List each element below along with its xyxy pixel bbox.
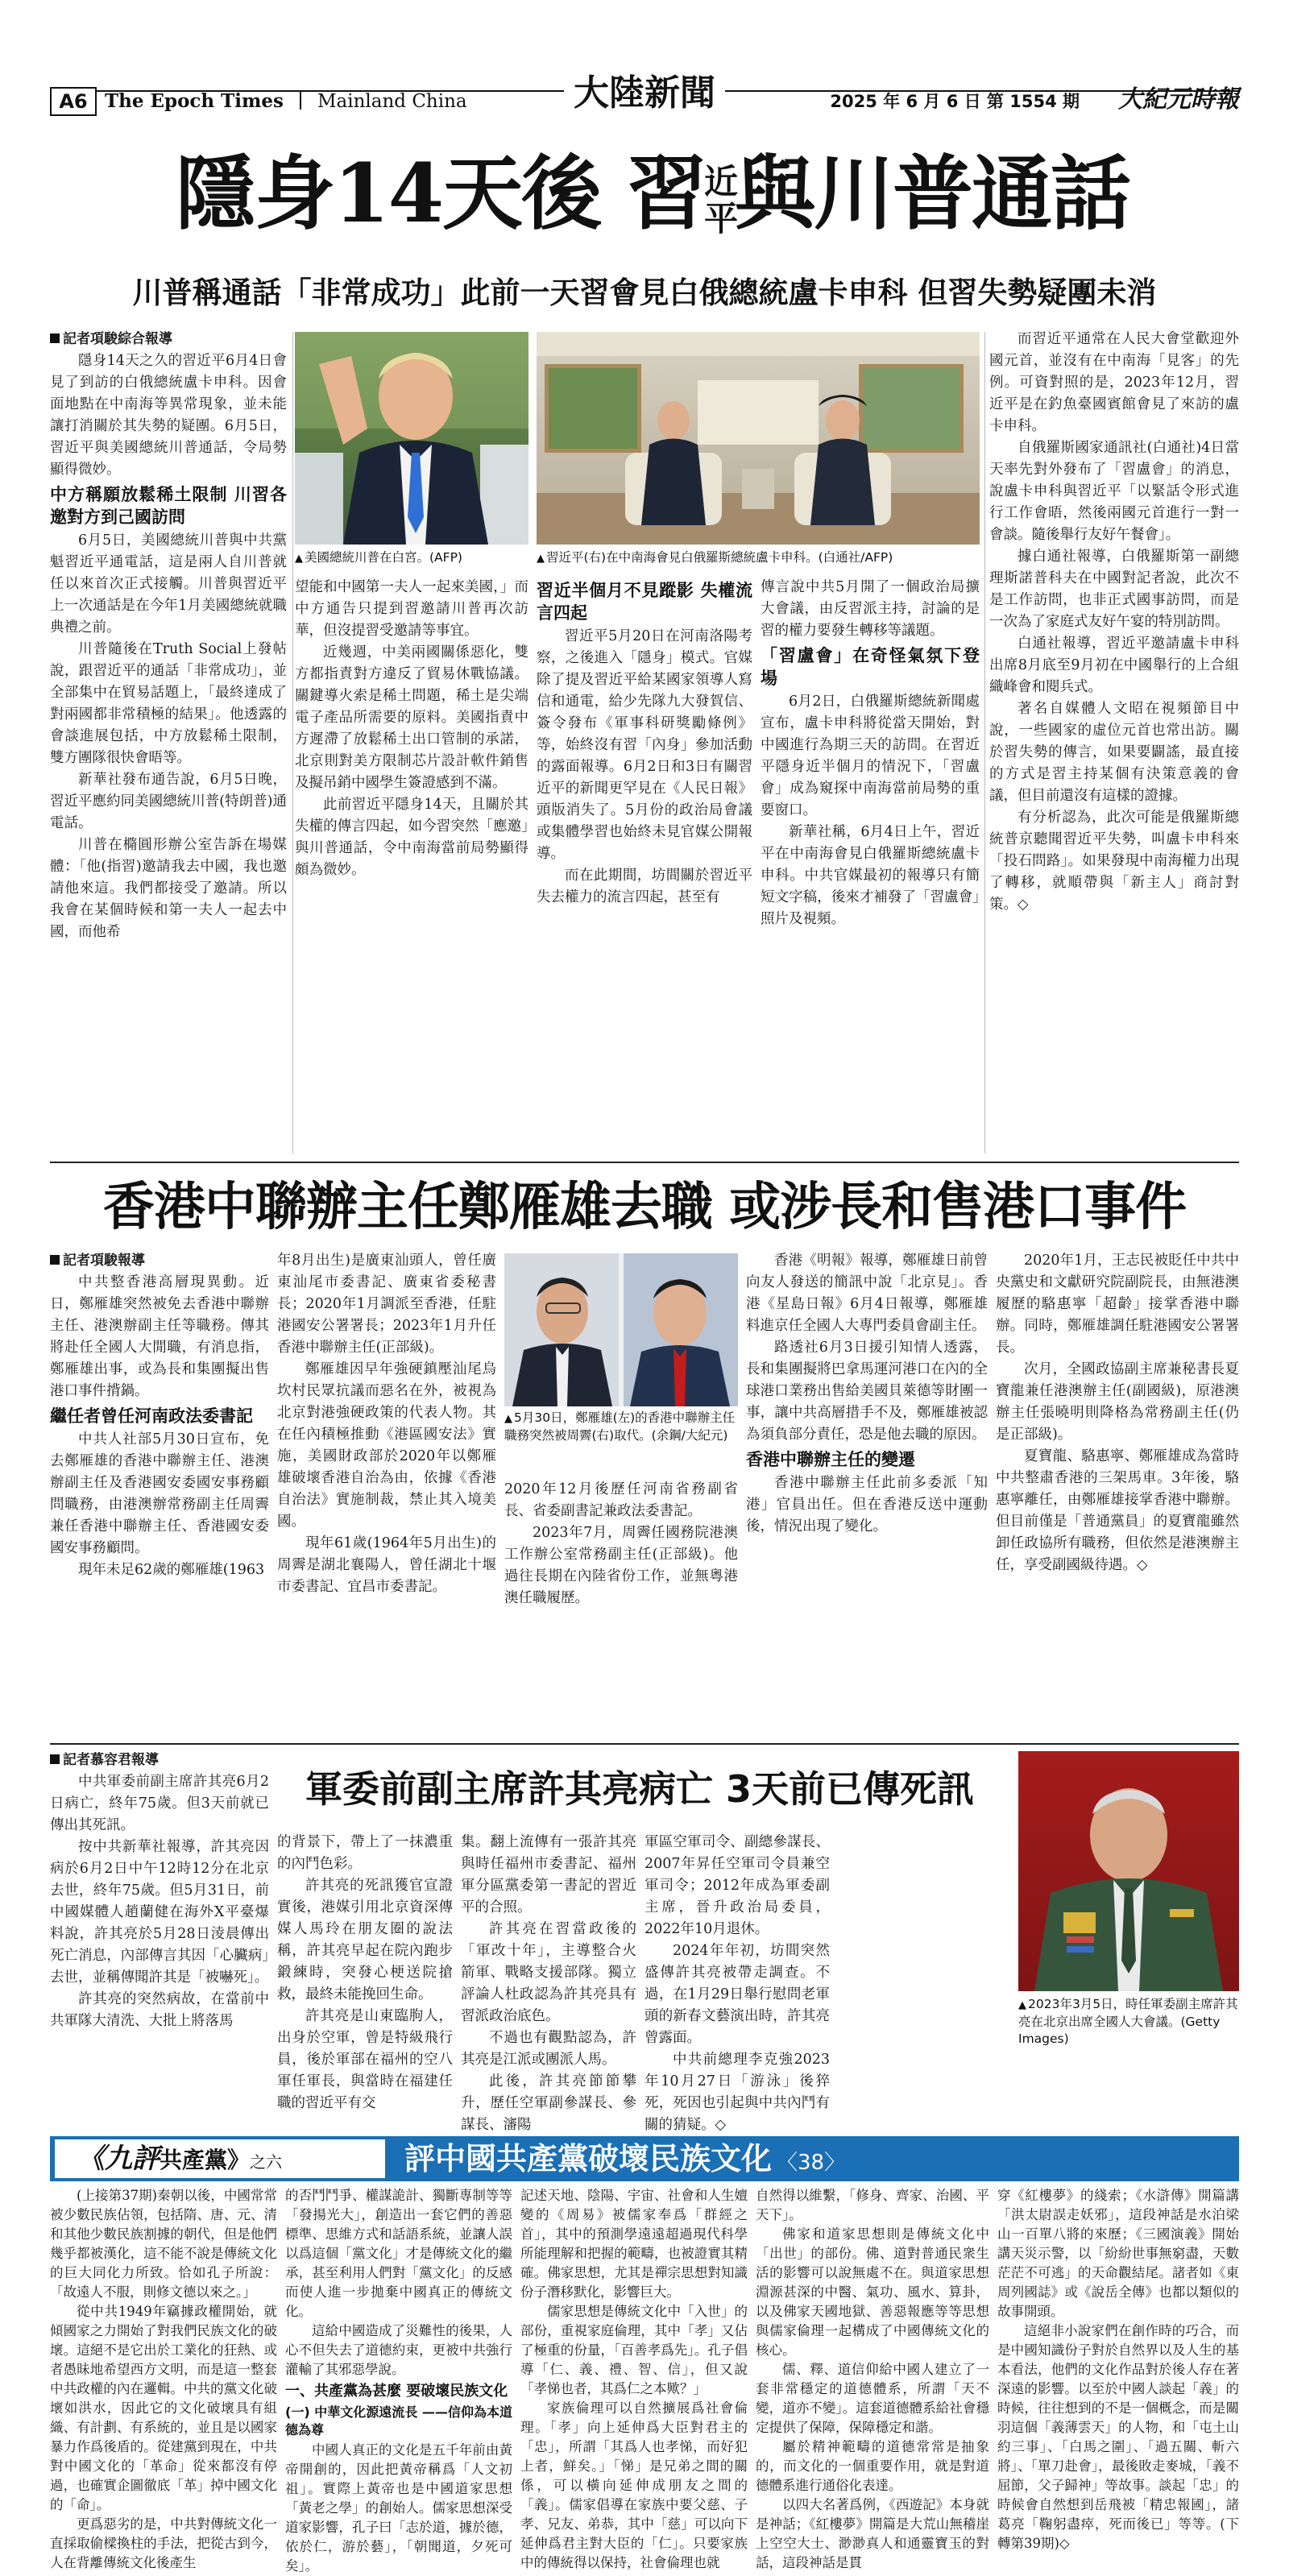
story1-subhead-3: 「習盧會」在奇怪氣氛下登場 xyxy=(761,646,980,688)
story1-byline: 記者項駿綜合報導 xyxy=(63,331,172,347)
section-english: Mainland China xyxy=(317,91,467,112)
photo-zheng-zhou-caption: ▲ 5月30日，鄭雁雄(左)的香港中聯辦主任職務突然被周霽(右)取代。(余鋼/大紀元) xyxy=(504,1410,736,1443)
story1-column-1: 記者項駿綜合報導 隱身14天之久的習近平6月4日會見了到訪的白俄總統盧卡申科。因會面地點在中南海等異常現象，並未能讓打消關於其失勢的疑團。6月5日，習近平與美國總統川普通話，令局勢顯得微妙。 中方稱願放鬆稀土限制 川習各邀對方到己國訪問 6月5日，美國總統川普與中共黨魁習近平通電話，這是兩人自川普就任以來首次正式接觸。川普與習近平上一次通話是在今年1月美國總統就職典禮之前。 川普隨後在Truth Social上發帖說，跟習近平的通話「非常成功」，並全部集中在貿易話題上，「最終達成了對兩國都非常積極的結果」。他透露的會談進展包括，中方放鬆稀土限制，雙方團隊很快會晤等。 新華社發布通告說，6月5日晚，習近平應約同美國總統川普(特朗普)通電話。 川普在橢圓形辦公室告訴在場媒體：「他(指習)邀請我去中國，我也邀請他來這。我們都接受了邀請。所以我會在某個時候和第一夫人一起去中國，而他希 xyxy=(50,331,287,940)
story3-column-3: 集。翻上流傳有一張許其亮與時任福州市委書記、福州軍分區黨委第一書記的習近平的合照。 許其亮在習當政後的「軍改十年」，主導整合火箭軍、戰略支援部隊。獨立評論人杜政認為許其亮具有習派政治底色。 不過也有觀點認為，許其亮是江派或團派人馬。 此後，許其亮節節攀升，歷任空軍副參謀長、參謀長、瀋陽 xyxy=(461,1834,636,2133)
story2-subhead-1: 繼任者曾任河南政法委書記 xyxy=(50,1406,253,1426)
story1-column-3: 習近半個月不見蹤影 失權流言四起 習近平5月20日在河南洛陽考察，之後進入「隱身」模式。官媒除了提及習近平給某國家領導人寫信和通電，給少先隊九大發賀信、簽令發布《軍事科研獎勵條例》等，始終沒有習「內身」參加活動的露面報導。6月2日和3日有關習近平的新聞更罕見在《人民日報》頭版消失了。5月份的政治局會議或集體學習也始終未見官媒公開報導。 而在此期間，坊間關於習近平失去權力的流言四起，甚至有 xyxy=(537,581,752,905)
story3-column-2: 的背景下，帶上了一抹濃重的內鬥色彩。 許其亮的死訊獲官宣證實後，港媒引用北京資深傳媒人馬玲在朋友圈的說法稱，許其亮早起在院內跑步鍛練時，突發心梗送院搶救，最終未能挽回生命。 許其亮是山東臨朐人，出身於空軍，曾是特級飛行員，後於軍部在福州的空八軍任軍長，與當時在福建任職的習近平有交 xyxy=(277,1834,453,2111)
divider-1 xyxy=(50,1162,1239,1163)
photo-zheng-zhou xyxy=(504,1253,738,1406)
photo-xi-lukashenko xyxy=(537,332,980,545)
story1-subhead-1: 中方稱願放鬆稀土限制 川習各邀對方到己國訪問 xyxy=(50,485,287,527)
photo-xu-qiliang-caption: ▲ 2023年3月5日，時任軍委副主席許其亮在北京出席全國人大會議。(Getty Images) xyxy=(1018,1997,1238,2046)
section-title: 大陸新聞 xyxy=(564,69,725,118)
issue-date: 2025 年 6 月 6 日 第 1554 期 xyxy=(830,92,1080,111)
story2-byline: 記者項駿報導 xyxy=(63,1253,145,1269)
story2-column-2: 年8月出生)是廣東汕頭人，曾任廣東汕尾市委書記、廣東省委秘書長；2020年1月調派至香港，任駐港國安公署署長；2023年1月升任香港中聯辦主任(正部級)。 鄭雁雄因早年強硬鎮壓汕尾烏坎村民眾抗議而惡名在外，被視為北京對港強硬政策的代表人物。其在任內積極推動《港區國安法》實施，美國財政部於2020年以鄭雁雄破壞香港自治為由，依據《香港自治法》實施制裁，禁止其入境美國。 現年61歲(1964年5月出生)的周霽是湖北襄陽人，曾任湖北十堰市委書記、宜昌市委書記。 xyxy=(277,1253,496,1595)
story2-column-5: 2020年1月，王志民被貶任中共中央黨史和文獻研究院副院長，由無港澳履歷的駱惠寧「超齡」接掌香港中聯辦。同時，鄭雁雄調任駐港國安公署署長。 次月，全國政協副主席兼秘書長夏寶龍兼任港澳辦主任(副國級)，原港澳辦主任張曉明則降格為常務副主任(仍是正部級)。 夏寶龍、駱惠寧、鄭雁雄成為當時中共整肅香港的三架馬車。3年後，駱惠寧離任，由鄭雁雄接掌香港中聯辦。但目前僅是「普通黨員」的夏寶龍雖然卸任政協所有職務，但依然是港澳辦主任，享受副國級待遇。◇ xyxy=(996,1253,1239,1573)
story2-column-3: 2020年12月後歷任河南省務副省長、省委副書記兼政法委書記。 2023年7月，周霽任國務院港澳工作辦公室常務副主任(正部級)。他過往長期在內陸省份工作，並無粵港澳任職履歷。 xyxy=(504,1481,738,1606)
story4-column-1: (上接第37期)秦朝以後，中國常常被少數民族佔領，包括隋、唐、元、清和其他少數民族割據的朝代，但是他們幾乎都被漢化，這不能不說是傳統文化的巨大同化力所致。恰如孔子所說：「故遠人不服，則修文德以來之。」 從中共1949年竊據政權開始，就傾國家之力開始了對我們民族文化的破壞。這絕不是它出於工業化的狂熱、或者愚昧地希望西方文明，而是這一整套中共政權的內在邏輯。中共的黨文化破壞如洪水，因此它的文化破壞具有組織、有計劃、有系統的，並且是以國家暴力作爲後盾的。從建黨到現在，中共對中國文化的「革命」從來都沒有停過，也確實企圖徹底「革」掉中國文化的「命」。 更爲惡劣的是，中共對傳統文化一直採取偷樑換柱的手法，把從古到今，人在背離傳統文化後產生 xyxy=(50,2188,277,2570)
story1-deck: 川普稱通話「非常成功」此前一天習會見白俄總統盧卡申科 但習失勢疑團未消 xyxy=(132,275,1157,310)
photo-xu-qiliang xyxy=(1018,1751,1239,1991)
story4-column-3: 記述天地、陰陽、宇宙、社會和人生嬗變的《周易》被儒家奉爲「群經之首」，其中的預測學遠遠超過現代科學所能理解和把握的範疇，也被證實其精確。佛家思想，尤其是禪宗思想對知識份子潛移默化，影響巨大。 儒家思想是傳統文化中「入世」的部份，重視家庭倫理，其中「孝」又佔了極重的份量，「百善孝爲先」。孔子倡導「仁、義、禮、智、信」，但又說「孝悌也者，其爲仁之本歟？」 家族倫理可以自然擴展爲社會倫理。「孝」向上延伸爲大臣對君主的「忠」，所謂「其爲人也孝悌，而好犯上者，鮮矣。」「悌」是兄弟之間的關係，可以橫向延伸成朋友之間的「義」。儒家倡導在家族中要父慈、子孝、兄友、弟恭，其中「慈」可以向下延伸爲君主對大臣的「仁」。只要家族中的傳統得以保持，社會倫理也就 xyxy=(520,2188,748,2570)
photo-trump-caption: ▲ 美國總統川普在白宮。(AFP) xyxy=(295,550,462,565)
story4-subhead-2: (一) 中華文化源遠流長 ——信仰為本道德為尊 xyxy=(285,2404,512,2437)
story2-column-1: 記者項駿報導 中共整香港高層現異動。近日，鄭雁雄突然被免去香港中聯辦主任、港澳辦副主任等職務。傳其將赴任全國人大閒職，有消息指，鄭雁雄出事，或為長和集團擬出售港口事件揹鍋。 繼任者曾任河南政法委書記 中共人社部5月30日宣布，免去鄭雁雄的香港中聯辦主任、港澳辦副主任及香港國安委國安事務顧問職務，由港澳辦常務副主任周霽兼任香港中聯辦主任、香港國安委國安事務顧問。 現年未足62歲的鄭雁雄(1963 xyxy=(50,1253,269,1578)
story2-subhead-2: 香港中聯辦主任的變遷 xyxy=(746,1450,915,1469)
story1-column-2: 望能和中國第一夫人一起來美國，」而中方通告只提到習邀請川普再次訪華，但沒提習受邀請等事宜。 近幾週，中美兩國關係惡化，雙方都指責對方違反了貿易休戰協議。關鍵導火索是稀土問題，稀土是尖端電子產品所需要的原料。美國指責中方遲滯了放鬆稀土出口管制的承諾，北京則對美方限制芯片設計軟件銷售及擬吊銷中國學生簽證感到不滿。 此前習近平隱身14天，且關於其失權的傳言四起，如今習突然「應邀」與川普通話，令中南海當前局勢顯得頗為微妙。 xyxy=(295,579,528,878)
divider-2 xyxy=(50,1743,1239,1745)
story1-column-5: 而習近平通常在人民大會堂歡迎外國元首，並沒有在中南海「見客」的先例。可資對照的是，2023年12月，習近平是在釣魚臺國賓館會見了來訪的盧卡申科。 自俄羅斯國家通訊社(白通社)4日當天率先對外發布了「習盧會」的消息，說盧卡申科與習近平「以緊話令形式進行工作會晤，然後兩國元首進行一對一會談。隨後舉行友好午餐會」。 據白通社報導，白俄羅斯第一副總理斯諾普科夫在中國對記者說，此次不是工作訪問，也非正式國事訪問，而是一次為了家庭式友好午宴的特別訪問。 白通社報導，習近平邀請盧卡申科出席8月底至9月初在中國舉行的上合組織峰會和閱兵式。 著名自媒體人文昭在視頻節目中說，一些國家的虛位元首也常出訪。關於習失勢的傳言，如果要闢謠，最直接的方式是習主持某個有決策意義的會議，但目前還沒有這樣的證據。 有分析認為，此次可能是俄羅斯總統普京聽聞習近平失勢，叫盧卡申科來「投石問路」。如果發現中南海權力出現了轉移，就順帶與「新主人」商討對策。◇ xyxy=(989,331,1239,913)
epoch-logo: 大紀元時報 xyxy=(1118,85,1239,114)
story2-headline: 香港中聯辦主任鄭雁雄去職 或涉長和售港口事件 xyxy=(102,1178,1187,1237)
story4-column-4: 自然得以維繫，「修身、齊家、治國、平天下」。 佛家和道家思想則是傳統文化中「出世」的部份。佛、道對普通民衆生活的影響可以說無處不在。與道家思想淵源甚深的中醫、氣功、風水、算卦，以及佛家天國地獄、善惡報應等等思想與儒家倫理一起構成了中國傳統文化的核心。 儒、釋、道信仰給中國人建立了一套非常穩定的道德體系，所謂「天不變，道亦不變」。這套道德體系給社會穩定提供了保障，保障穩定和諧。 屬於精神範疇的道德常常是抽象的，而文化的一個重要作用，就是對道德體系進行通俗化表達。 以四大名著爲例，《西遊記》本身就是神話；《紅樓夢》開篇是大荒山無稽崖上空空大士、渺渺真人和通靈寶玉的對話，這段神話是貫 xyxy=(756,2188,989,2570)
story2-column-4: 香港《明報》報導，鄭雁雄日前曾向友人發送的簡訊中說「北京見」。香港《星島日報》6月4日報導，鄭雁雄料進京任全國人大專門委員會副主任。 路透社6月3日援引知情人透露，長和集團擬將巴拿馬運河港口在內的全球港口業務出售給美國貝萊德等財團一事，讓中共高層措手不及，鄭雁雄被認為須負部分責任，恐是他去職的原因。 香港中聯辦主任的變遷 香港中聯辦主任此前多委派「知港」官員出任。但在香港反送中運動後，情況出現了變化。 xyxy=(746,1253,988,1534)
story3-headline: 軍委前副主席許其亮病亡 3天前已傳死訊 xyxy=(305,1767,975,1811)
story4-subhead-1: 一、共產黨為甚麼 要破壞民族文化 xyxy=(285,2383,508,2400)
photo-xi-caption: ▲ 習近平(右)在中南海會見白俄羅斯總統盧卡申科。(白通社/AFP) xyxy=(537,550,893,565)
page-number: A6 xyxy=(50,87,97,116)
series-headline: 評中國共產黨破壞民族文化 〈38〉 xyxy=(404,2141,846,2176)
story3-column-4: 軍區空軍司令、副總參謀長、2007年昇任空軍司令員兼空軍司令；2012年成為軍委副主席，晉升政治局委員，2022年10月退休。 2024年年初，坊間突然盛傳許其亮被帶走調查。不過，在1月29日舉行慰問老軍頭的新春文藝演出時，許其亮曾露面。 中共前總理李克強2023年10月27日「游泳」後猝死，死因也引起與中共內鬥有關的猜疑。◇ xyxy=(644,1834,830,2133)
photo-trump xyxy=(295,332,528,545)
story3-byline: 記者慕容君報導 xyxy=(63,1752,159,1768)
story3-column-1: 記者慕容君報導 中共軍委前副主席許其亮6月2日病亡，終年75歲。但3天前就已傳出其死訊。 按中共新華社報導，許其亮因病於6月2日中午12時12分在北京去世，終年75歲。但5月31日，前中國媒體人趙蘭健在海外X平臺爆料說，許其亮於5月28日淩晨傳出死亡消息，內部傳言其因「心臟病」去世，並稱傳聞許其是「被嚇死」。 許其亮的突然病故，在當前中共軍隊大清洗、大批上將落馬 xyxy=(50,1752,269,2029)
series-banner xyxy=(50,2136,1239,2181)
masthead: The Epoch Times xyxy=(105,90,284,112)
masthead-header xyxy=(105,87,467,116)
series-banner-label: 《九評共產黨》之六 xyxy=(55,2139,385,2178)
story4-column-2: 的否鬥鬥爭、權謀詭計、獨斷專制等等「發揚光大」，創造出一套它們的善惡標準、思維方式和話語系統，並讓人誤以爲這個「黨文化」才是傳統文化的繼承，甚至利用人們對「黨文化」的反感而使人進一步拋棄中國真正的傳統文化。 這給中國造成了災難性的後果，人心不但失去了道德約束，更被中共強行灌輸了其邪惡學說。 一、共產黨為甚麼 要破壞民族文化 (一) 中華文化源遠流長 ——信仰為本道德為尊 中國人真正的文化是五千年前由黃帝開創的，因此把黃帝稱爲「人文初祖」。實際上黃帝也是中國道家思想「黃老之學」的創始人。儒家思想深受道家影響，孔子曰「志於道，據於德，依於仁，游於藝」，「朝聞道，夕死可矣」。 xyxy=(285,2188,512,2574)
story4-column-5: 穿《紅樓夢》的綫索；《水滸傳》開篇講「洪太尉誤走妖邪」，這段神話是水泊梁山一百單八將的來歷；《三國演義》開始講天災示警，以「紛紛世事無窮盡，天數茫茫不可逃」的天命觀結尾。諸者如《東周列國誌》或《說岳全傳》也都以類似的故事開頭。 這絕非小說家們在創作時的巧合，而是中國知識份子對於自然界以及人生的基本看法，他們的文化作品對於後人存在著深遠的影響。以至於中國人談起「義」的時候，往往想到的不是一個概念，而是關羽這個「義薄雲天」的人物，和「屯土山約三事」、「白馬之圍」、「過五關、斬六將」、「單刀赴會」，最後敗走麥城，「義不屈節，父子歸神」等故事。談起「忠」的時候會自然想到岳飛被「精忠報國」，諸葛亮「鞠躬盡瘁，死而後已」等等。(下轉第39期)◇ xyxy=(997,2188,1239,2551)
story1-column-4: 傳言說中共5月開了一個政治局擴大會議，由反習派主持，討論的是習的權力要發生轉移等議題。 「習盧會」在奇怪氣氛下登場 6月2日，白俄羅斯總統新聞處宣布，盧卡申科將從當天開始，對中國進行為期三天的訪問。在習近平隱身近半個月的情況下，「習盧會」成為窺探中南海當前局勢的重要窗口。 新華社稱，6月4日上午，習近平在中南海會見白俄羅斯總統盧卡申科。中共官媒最初的報導只有簡短文字稿，後來才補發了「習盧會」照片及視頻。 xyxy=(761,579,980,927)
story1-subhead-2: 習近半個月不見蹤影 失權流言四起 xyxy=(537,581,752,623)
story1-headline: 隱身14天後 習 近 平 與川普通話 xyxy=(176,146,1129,241)
